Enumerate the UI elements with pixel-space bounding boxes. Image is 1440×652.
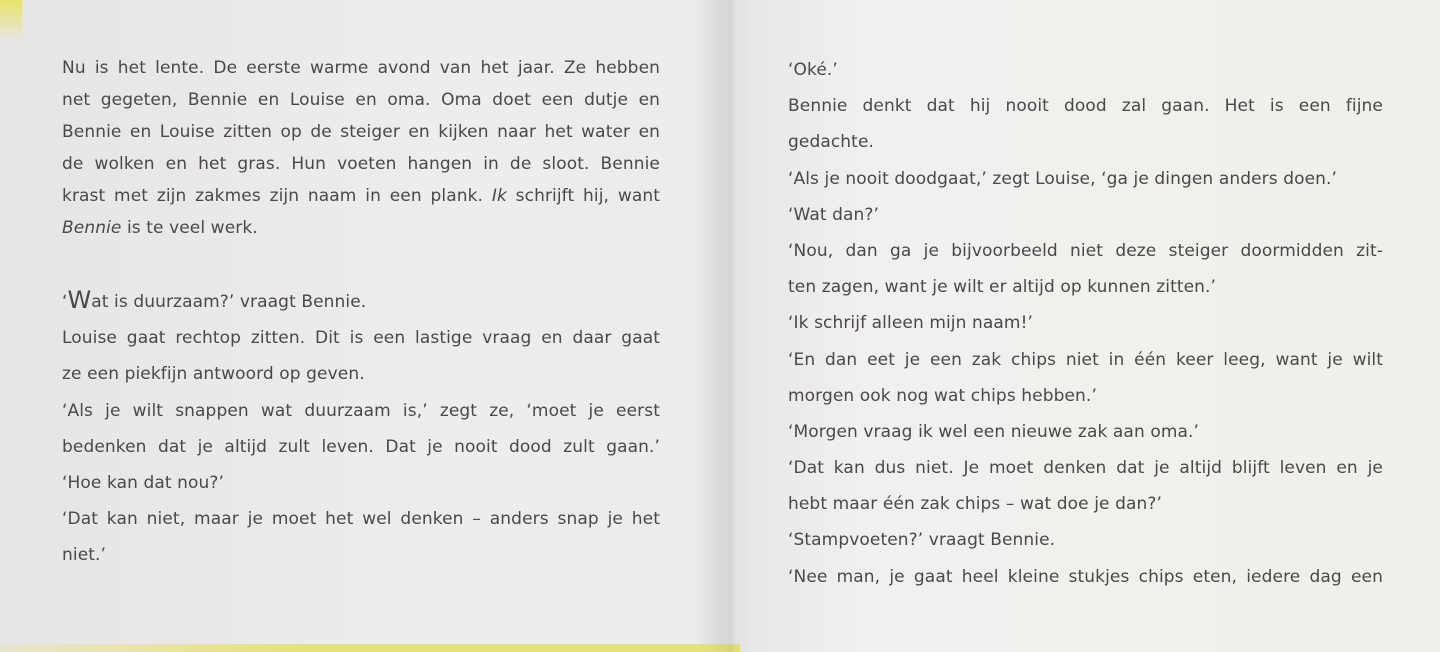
text-line: ‘Nee man, je gaat heel kleine stukjes chips eten, iedere dag een [788, 566, 1383, 587]
yellow-corner-decoration [0, 0, 22, 40]
text-segment: schrijft hij, want [515, 186, 660, 206]
text-line: Bennie denkt dat hij nooit dood zal gaan. Het is een fijne [788, 96, 1383, 117]
text-segment: is te veel werk. [126, 218, 258, 238]
text-line: ze een piekfijn antwoord op geven. [62, 364, 365, 385]
text-segment: krast met zijn zakmes zijn naam in een plank. [62, 186, 484, 206]
text-line: ‘Als je wilt snappen wat duurzaam is,’ zegt ze, ‘moet je eerst [62, 400, 660, 421]
text-line: ‘En dan eet je een zak chips niet in één keer leeg, want je wilt [788, 349, 1383, 370]
left-page [62, 52, 660, 574]
right-page [788, 52, 1383, 595]
text-line: Bennie en Louise zitten op de steiger en kijken naar het water en [62, 122, 660, 142]
text-segment: at is duurzaam?’ vraagt Bennie. [91, 292, 367, 312]
paragraph-gap [62, 244, 660, 284]
text-line: Louise gaat rechtop zitten. Dit is een lastige vraag en daar gaat [62, 328, 660, 349]
text-line [62, 180, 660, 212]
emphasis-text: Bennie [62, 218, 122, 238]
text-line: ‘Wat dan?’ [788, 204, 880, 225]
text-line: ‘Als je nooit doodgaat,’ zegt Louise, ‘ga je dingen anders doen.’ [788, 168, 1338, 189]
text-line: ‘Morgen vraag ik wel een nieuwe zak aan oma.’ [788, 421, 1200, 442]
text-line: ‘Dat kan dus niet. Je moet denken dat je altijd blijft leven en je [788, 458, 1383, 479]
text-line: ‘Ik schrijf alleen mijn naam!’ [788, 313, 1034, 334]
emphasis-text: Ik [491, 186, 507, 206]
text-line: niet.’ [62, 545, 107, 566]
text-line [62, 212, 660, 244]
text-line: de wolken en het gras. Hun voeten hangen in de sloot. Bennie [62, 154, 660, 174]
text-line: bedenken dat je altijd zult leven. Dat je nooit dood zult gaan.’ [62, 436, 660, 457]
text-line: net gegeten, Bennie en Louise en oma. Oma doet een dutje en [62, 90, 660, 110]
text-line: gedachte. [788, 132, 875, 153]
text-line: ‘Nou, dan ga je bijvoorbeeld niet deze steiger doormidden zit- [788, 240, 1383, 261]
text-line: ‘Stampvoeten?’ vraagt Bennie. [788, 530, 1056, 551]
yellow-bottom-edge [0, 644, 740, 652]
text-line: Nu is het lente. De eerste warme avond van het jaar. Ze hebben [62, 58, 660, 78]
dialogue-first-line [62, 284, 660, 320]
text-line: hebt maar één zak chips – wat doe je dan?’ [788, 494, 1163, 515]
open-quote: ‘ [62, 292, 68, 312]
text-line: ten zagen, want je wilt er altijd op kunnen zitten.’ [788, 277, 1217, 298]
book-gutter [700, 0, 760, 652]
text-line: ‘Hoe kan dat nou?’ [62, 472, 225, 493]
drop-cap-letter: W [67, 286, 92, 314]
text-line: ‘Oké.’ [788, 60, 838, 80]
text-line: morgen ook nog wat chips hebben.’ [788, 385, 1097, 406]
text-line: ‘Dat kan niet, maar je moet het wel denken – anders snap je het [62, 509, 660, 530]
